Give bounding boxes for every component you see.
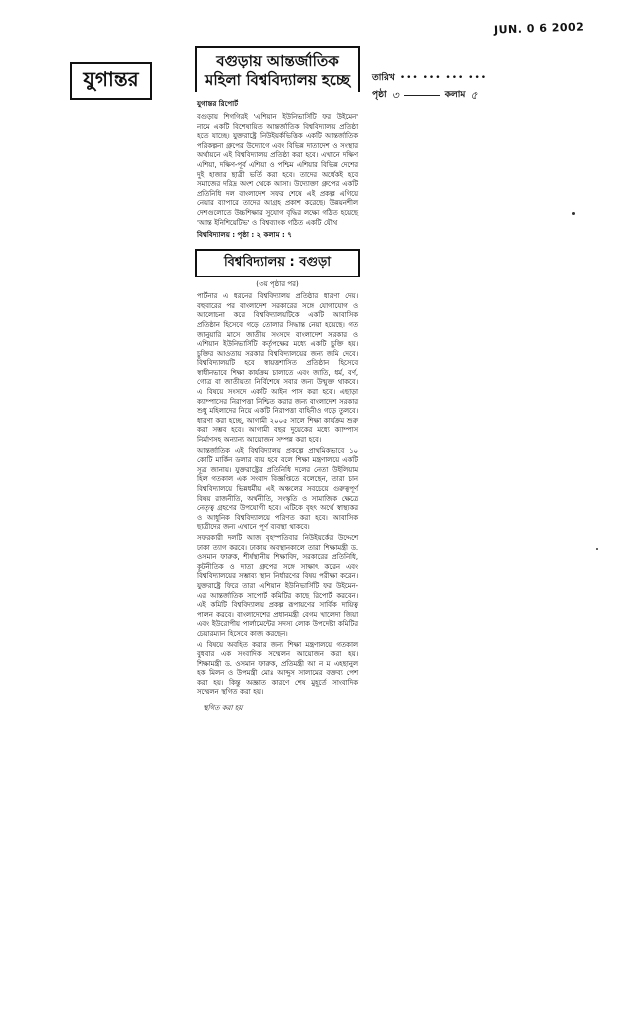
article-body-part1: বগুড়ায় শিগগিরই 'এশিয়ান ইউনিভার্সিটি ফর উইমেন' নামে একটি বিশেষায়িত আন্তর্জাতিক বিশ্ববিদ্যালয় প্রতিষ্ঠা হতে যাচ্ছে। যুক্তরাষ্ট্রে নিউইয়র্কভিত্তিক একটি আন্তর্জাতিক পরিকল্পনা গ্রুপের উদ্যোগে এবং বিভিন্ন দাতাদেশ ও সংস্থার অর্থায়নে এই বিশ্ববিদ্যালয় প্রতিষ্ঠা করা হবে। এখানে দক্ষিণ এশিয়া, দক্ষিণ-পূর্ব এশিয়া ও পশ্চিম এশিয়ার বিভিন্ন দেশের দুই হাজার ছাত্রী ভর্তি করা হবে। তাদের অর্ধেকই হবে সমাজের দরিদ্র অংশ থেকে আসা। উদ্যোক্তা গ্রুপের একটি প্রতিনিধি দল বাংলাদেশ সফর শেষে এই প্রকল্প এগিয়ে নেয়ার ব্যাপারে তাদের আগ্রহ প্রকাশ করেছে। উন্নয়নশীল দেশগুলোতে উচ্চশিক্ষার সুযোগ বৃদ্ধির লক্ষ্যে গঠিত হয়েছে 'আন্ত ইনিশিয়েটিভ' ও বিশ্বব্যাংক গঠিত একটি যৌথ <box>197 113 358 227</box>
article-headline: বগুড়ায় আন্তর্জাতিক মহিলা বিশ্ববিদ্যালয় হচ্ছে <box>195 46 360 92</box>
date-row <box>372 70 487 87</box>
news-clipping <box>195 46 360 714</box>
newspaper-logo-text: যুগান্তর <box>83 66 139 91</box>
date-label: তারিখ <box>372 73 395 83</box>
paragraph: পার্টনার এ ধরনের বিশ্ববিদ্যালয় প্রতিষ্ঠার ধারণা দেয়। বহুবারের পর বাংলাদেশ সরকারের সঙ্গে যোগাযোগ ও আলোচনা করে বিশ্ববিদ্যালয়টিকে একটি আবাসিক প্রতিষ্ঠান হিসেবে গড়ে তোলার সিদ্ধান্ত নেয়া হয়েছে। গত জানুয়ারি মাসে জাতীয় সংসদে বাংলাদেশ সরকার ও এশিয়ান ইউনিভার্সিটি কর্তৃপক্ষের মধ্যে একটি চুক্তি হয়। চুক্তির আওতায় সরকার বিশ্ববিদ্যালয়ের জন্য জমি দেবে। বিশ্ববিদ্যালয়টি হবে স্বায়ত্তশাসিত প্রতিষ্ঠান হিসেবে স্বাধীনভাবে শিক্ষা কার্যক্রম চালাতে এবং জাতি, ধর্ম, বর্ণ, গোত্র বা জাতীয়তা নির্বিশেষে সবার জন্য উন্মুক্ত থাকবে। এ বিষয়ে সংসদে একটি আইন পাস করা হবে। এছাড়া ক্যাম্পাসের নিরাপত্তা নিশ্চিত করার জন্য বাংলাদেশ সরকার শুধু মহিলাদের নিয়ে একটি নিরাপত্তা বাহিনীও গড়ে তুলবে। ধারণা করা হচ্ছে, আগামী ২০০৫ সালে শিক্ষা কার্যক্রম শুরু করা সম্ভব হবে। আগামী বছর দুয়েকের মধ্যে ক্যাম্পাস নির্মাণসহ অন্যান্য আয়োজন সম্পন্ন করা হবে। <box>197 292 358 445</box>
column-value: ৫ <box>470 89 478 102</box>
page-rule <box>404 95 440 96</box>
continuation-subtitle: (৩য় পৃষ্ঠার পর) <box>256 280 299 289</box>
reference-stamp <box>372 70 487 104</box>
article-byline: যুগান্তর রিপোর্ট <box>197 100 239 108</box>
page-label: পৃষ্ঠা <box>372 90 387 100</box>
continuation-headline: বিশ্ববিদ্যালয় : বগুড়া <box>195 249 360 277</box>
end-mark: স্থগিত করা হয় <box>203 704 243 713</box>
newspaper-logo <box>70 62 152 100</box>
date-dots: ••• ••• ••• ••• <box>399 73 488 83</box>
paragraph: সফরকারী দলটি আজ বৃহস্পতিবার নিউইয়র্কের উদ্দেশে ঢাকা ত্যাগ করবে। ঢাকায় অবস্থানকালে তারা শিক্ষামন্ত্রী ড. ওসমান ফারুক, শীর্ষস্থানীয় শিক্ষাবিদ, সরকারের প্রতিনিধি, কূটনীতিক ও দাতা গ্রুপের সঙ্গে সাক্ষাৎ করেন এবং বিশ্ববিদ্যালয়ের সম্ভাব্য স্থান নির্ধারণের বিষয় পরীক্ষা করেন। যুক্তরাষ্ট্রে ফিরে তারা এশিয়ান ইউনিভার্সিটি ফর উইমেন-এর আন্তর্জাতিক সাপোর্ট কমিটির কাছে রিপোর্ট করবেন। এই কমিটি বিশ্ববিদ্যালয় প্রকল্প রূপায়ণের সার্বিক দায়িত্ব পালন করবে। বাংলাদেশের প্রধানমন্ত্রী বেগম খালেদা জিয়া এবং ইউরোপীয় পার্লামেন্টের সদস্য লোক উপদেষ্টা কমিটির চেয়ারম্যান হিসেবে কাজ করছেন। <box>197 533 358 638</box>
paragraph: এ বিষয়ে অবহিত করার জন্য শিক্ষা মন্ত্রণালয়ে গতকাল বুধবার এক সংবাদিক সম্মেলন আয়োজন করা হয়। শিক্ষামন্ত্রী ড. ওসমান ফারুক, প্রতিমন্ত্রী আ ন ম এহছানুল হক মিলন ও উপমন্ত্রী মোঃ আব্দুস সালামের বক্তব্য পেশ করা হয়। কিন্তু অজ্ঞাত কারণে শেষ মুহূর্তে সাংবাদিক সম্মেলন স্থগিত করা হয়। <box>197 640 358 697</box>
scan-speck <box>572 212 575 215</box>
column-label: কলাম <box>444 90 466 100</box>
received-date-stamp: JUN. 0 6 2002 <box>493 20 585 37</box>
page-value: ৩ <box>391 89 399 102</box>
paragraph: আন্তর্জাতিক এই বিশ্ববিদ্যালয় প্রকল্পে প্রাথমিকভাবে ১০ কোটি মার্কিন ডলার ব্যয় হবে বলে শিক্ষা মন্ত্রণালয়ে একটি সূত্র জানায়। যুক্তরাষ্ট্রের প্রতিনিধি দলের নেতা উইলিয়াম হিল গতকাল এক সংবাদ বিজ্ঞপ্তিতে বলেছেন, তারা চান বিশ্ববিদ্যালয়ে ভিন্নধর্মীয় এই অঞ্চলের সবচেয়ে গুরুত্বপূর্ণ বিষয় রাজনীতি, অর্থনীতি, সংস্কৃতি ও সামাজিক ক্ষেত্রে নেতৃত্ব গ্রহণের উপযোগী হবে। এটিকে বৃহৎ অর্থে স্বাস্থ্যকর ও আধুনিক বিশ্ববিদ্যালয়ে পরিণত করা হবে। আবাসিক ছাত্রীদের জন্য এখানে পূর্ণ ব্যবস্থা থাকবে। <box>197 446 358 532</box>
scan-speck <box>596 548 598 550</box>
page-column-row <box>372 87 487 104</box>
continued-label: বিশ্ববিদ্যালয় : পৃষ্ঠা : ২ কলাম : ৭ <box>197 231 292 240</box>
article-body-part2 <box>195 292 360 698</box>
